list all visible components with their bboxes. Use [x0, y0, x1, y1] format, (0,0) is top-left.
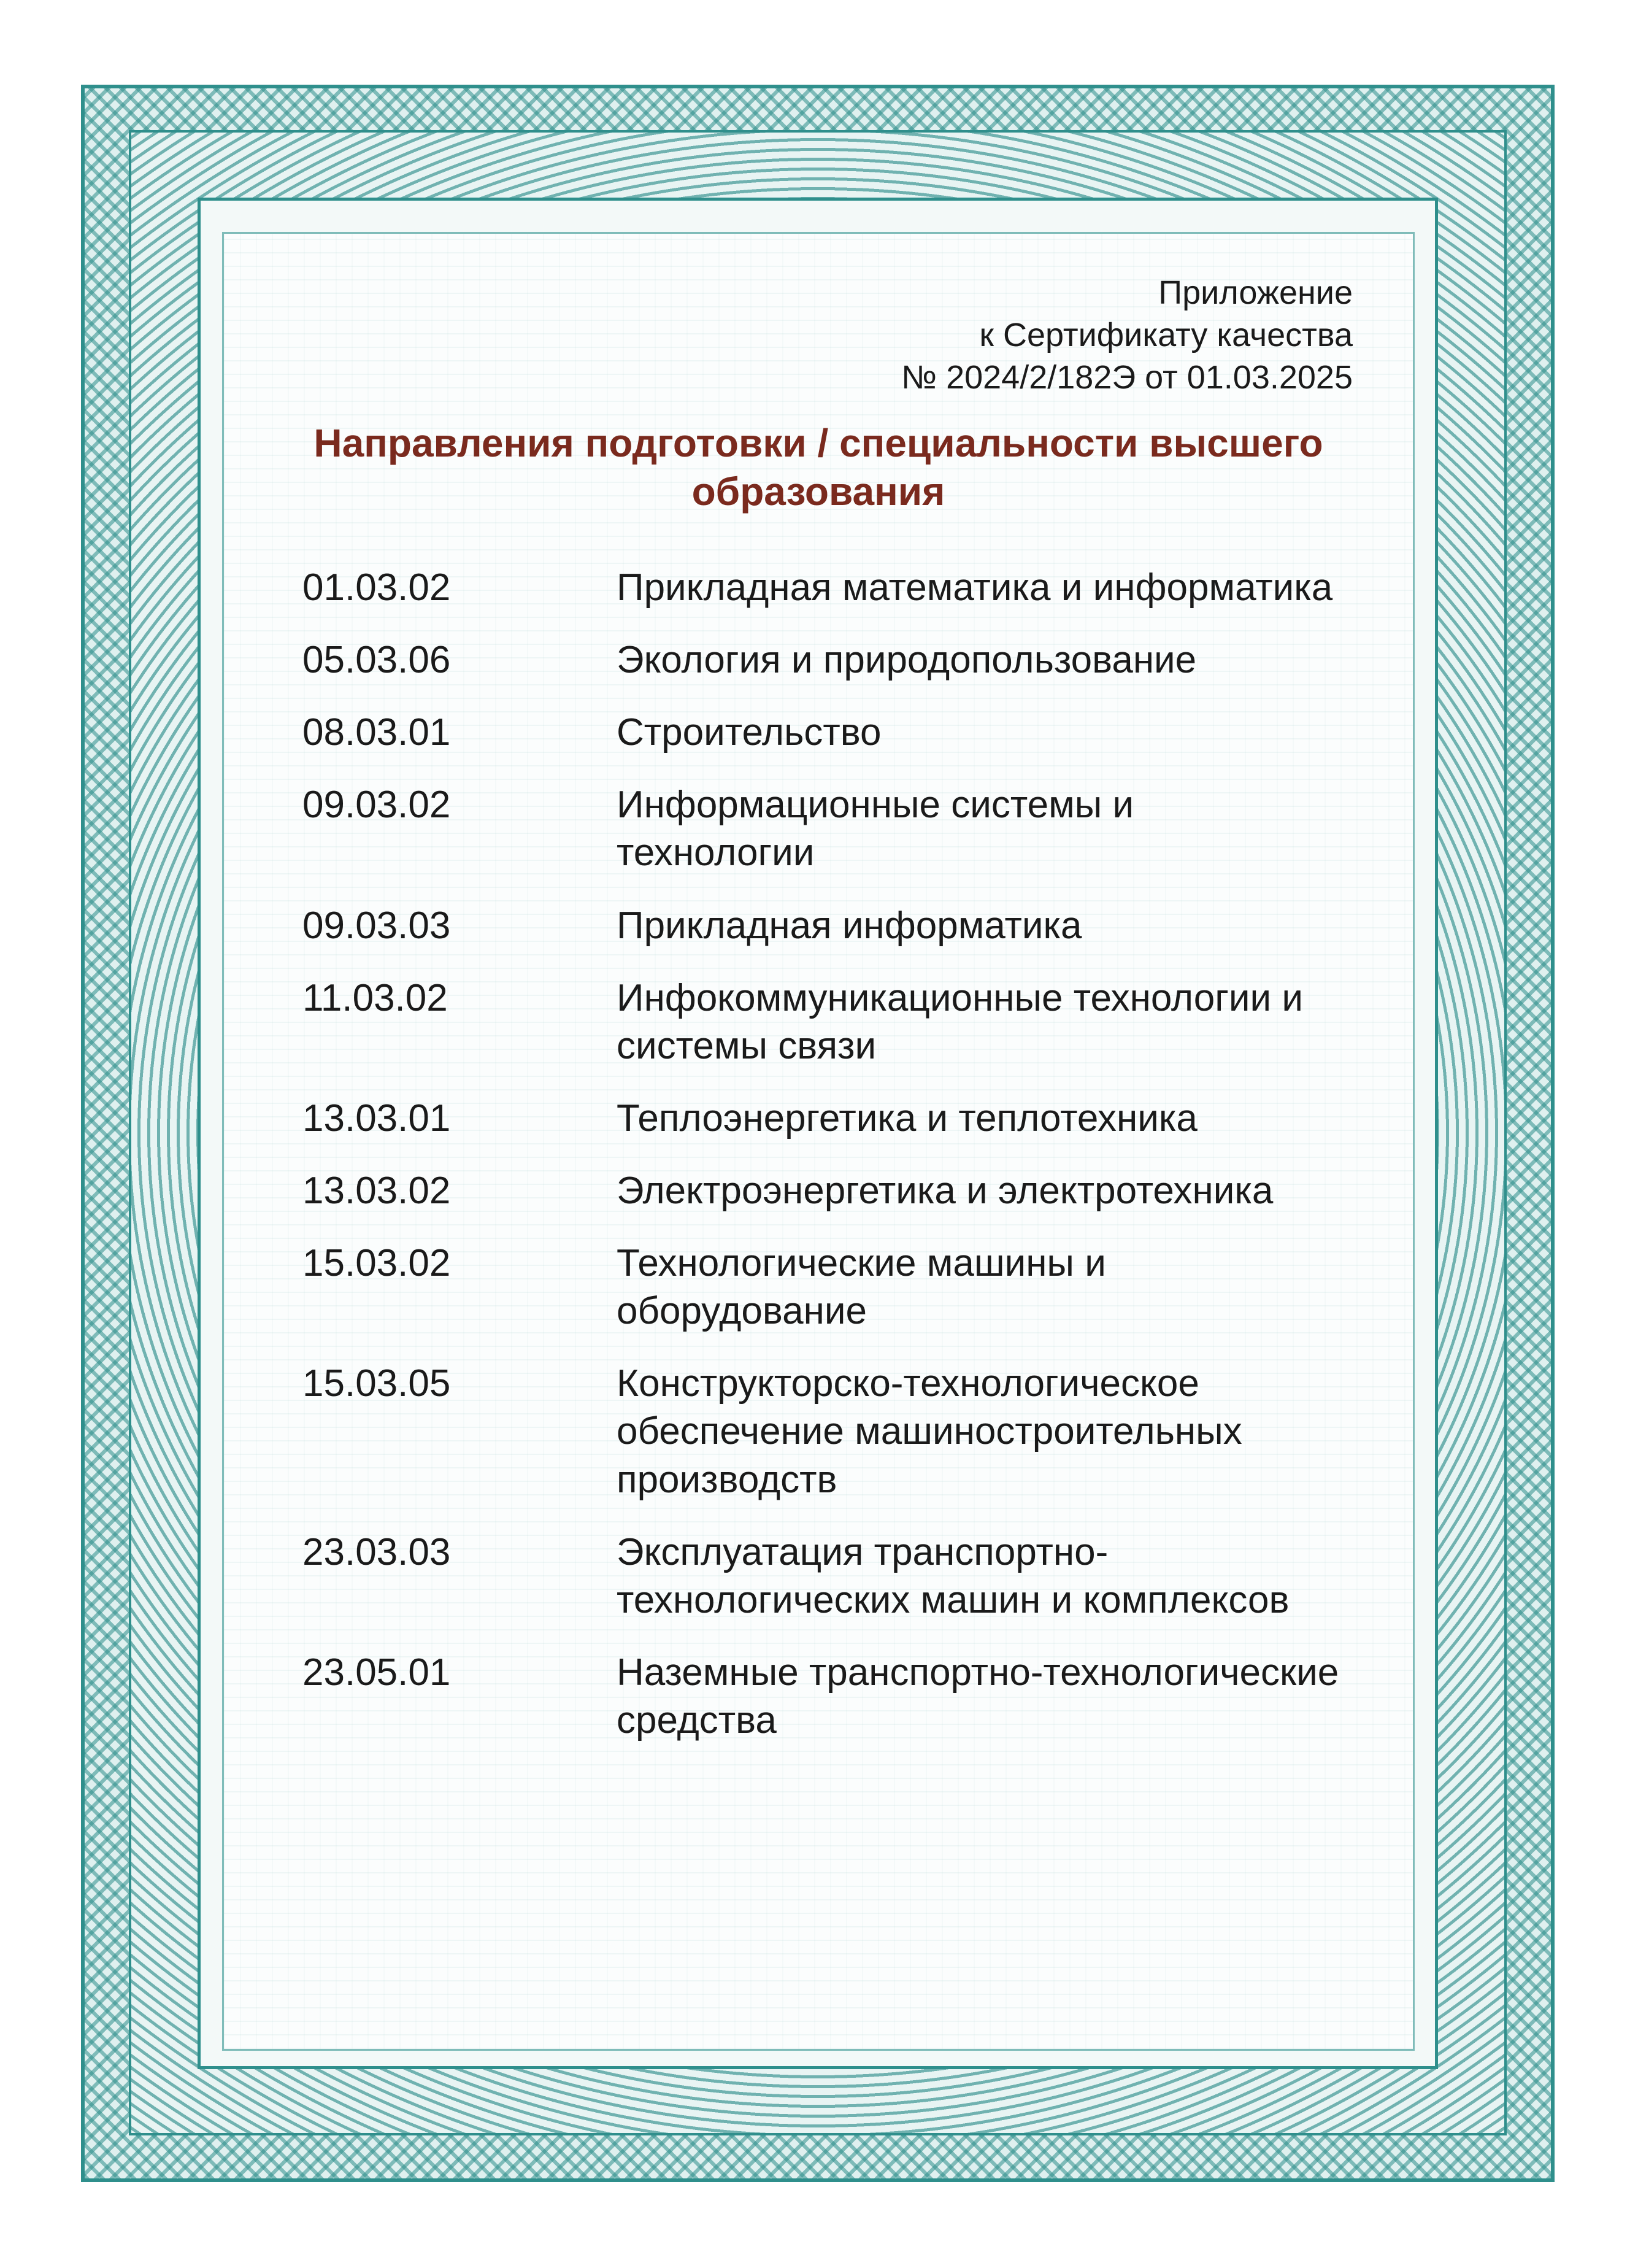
- specialty-code: 13.03.01: [302, 1097, 451, 1140]
- list-item: [302, 1649, 1370, 1745]
- specialty-code: 09.03.03: [302, 904, 451, 947]
- specialty-name: Прикладная информатика: [617, 904, 1082, 947]
- specialty-code: 15.03.02: [302, 1242, 451, 1285]
- list-item: [302, 1529, 1370, 1624]
- list-item: [302, 781, 1370, 877]
- specialty-code: 23.05.01: [302, 1651, 451, 1694]
- specialty-name: Экология и природопользование: [617, 639, 1197, 682]
- specialty-name: Эксплуатация транспортно-технологических машин и комплексов: [617, 1530, 1290, 1621]
- document-title: Направления подготовки / специальности высшего образования: [313, 421, 1323, 514]
- list-item: [302, 709, 1370, 757]
- specialty-name: Строительство: [617, 711, 882, 754]
- specialty-code: 11.03.02: [302, 976, 448, 1019]
- specialty-code: 01.03.02: [302, 566, 451, 609]
- list-item: [302, 902, 1370, 950]
- appendix-reference: [901, 272, 1353, 399]
- list-item: [302, 1240, 1370, 1335]
- appendix-line-2: к Сертификату качества: [979, 317, 1353, 354]
- specialty-code: 13.03.02: [302, 1169, 451, 1212]
- specialty-name: Конструкторско-технологическое обеспечение машиностроительных производств: [617, 1362, 1242, 1501]
- specialty-name: Прикладная математика и информатика: [617, 566, 1333, 609]
- list-item: [302, 974, 1370, 1070]
- list-item: [302, 636, 1370, 684]
- specialty-code: 23.03.03: [302, 1530, 451, 1573]
- specialty-code: 09.03.02: [302, 784, 451, 827]
- specialty-name: Инфокоммуникационные технологии и системы связи: [617, 976, 1304, 1067]
- list-item: [302, 1095, 1370, 1143]
- specialty-code: 08.03.01: [302, 711, 451, 754]
- appendix-line-1: Приложение: [1158, 274, 1353, 311]
- specialty-name: Технологические машины и оборудование: [617, 1242, 1106, 1333]
- list-item: [302, 564, 1370, 612]
- specialty-code: 05.03.06: [302, 639, 451, 682]
- specialty-name: Наземные транспортно-технологические средства: [617, 1651, 1339, 1742]
- appendix-line-3: № 2024/2/182Э от 01.03.2025: [901, 359, 1353, 396]
- specialty-code: 15.03.05: [302, 1362, 451, 1405]
- list-item: [302, 1167, 1370, 1215]
- specialty-name: Электроэнергетика и электротехника: [617, 1169, 1274, 1212]
- content-panel: [222, 232, 1415, 2051]
- list-item: [302, 1360, 1370, 1503]
- specialty-name: Теплоэнергетика и теплотехника: [617, 1097, 1198, 1140]
- specialty-name: Информационные системы и технологии: [617, 784, 1134, 874]
- specialties-list: [302, 564, 1370, 1769]
